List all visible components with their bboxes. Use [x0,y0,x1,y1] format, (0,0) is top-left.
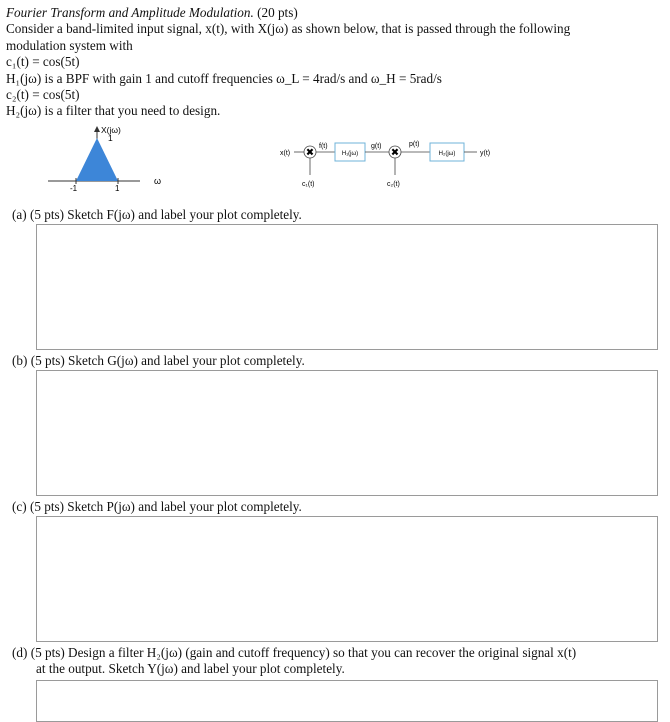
question-text-cont: at the output. Sketch Y(jω) and label your plot completely. [36,661,345,676]
problem-line: modulation system with [6,37,133,53]
multiply-icon-2: ✖ [390,147,400,159]
label-g: g(t) [371,143,382,150]
problem-title: Fourier Transform and Amplitude Modulation. [6,5,254,20]
label-f: f(t) [319,143,328,150]
question-text: (5 pts) Sketch F(jω) and label your plot completely. [29,207,302,222]
question-letter: (a) [12,207,27,222]
label-h1: H₁(jω) [341,151,359,157]
question-letter: (b) [12,353,28,368]
problem-statement [6,5,661,120]
problem-line: c₁(t) = cos(5t) [6,54,80,70]
label-h2: H₂(jω) [438,151,456,157]
spectrum-plot [40,124,180,194]
problem-line: H₂(jω) is a filter that you need to design. [6,103,221,119]
answer-box-d[interactable] [36,680,658,722]
block-diagram [275,130,535,194]
problem-line: Consider a band-limited input signal, x(t), with X(jω) as shown below, that is passed through the following [6,21,571,37]
problem-line: H₁(jω) is a BPF with gain 1 and cutoff frequencies ω_L = 4rad/s and ω_H = 5rad/s [6,70,442,86]
answer-box-b[interactable] [36,370,658,496]
question-c [12,499,302,515]
question-text: (5 pts) Sketch G(jω) and label your plot completely. [30,353,305,368]
question-letter: (c) [12,499,27,514]
problem-line: c₂(t) = cos(5t) [6,87,80,103]
label-x-input: x(t) [280,150,291,157]
spectrum-y-label: X(jω) [101,125,121,135]
question-letter: (d) [12,645,28,660]
question-text: (5 pts) Sketch P(jω) and label your plot completely. [29,499,302,514]
label-p: p(t) [409,141,420,148]
y-axis-arrow [94,126,100,132]
label-c2: c₂(t) [387,181,400,188]
spectrum-peak-label: 1 [108,133,113,143]
question-a [12,207,302,223]
question-d [12,645,576,677]
spectrum-tick-neg: -1 [70,184,78,193]
problem-header [6,5,661,21]
question-text: (5 pts) Design a filter H₂(jω) (gain and cutoff frequency) so that you can recover the original signal x(t) [30,645,577,660]
answer-box-c[interactable] [36,516,658,642]
question-b [12,353,305,369]
label-c1: c₁(t) [302,181,315,188]
label-y-output: y(t) [480,150,491,157]
spectrum-x-label: ω [154,176,162,186]
problem-points: (20 pts) [257,5,298,20]
multiply-icon-1: ✖ [305,147,315,159]
spectrum-tick-pos: 1 [115,184,120,193]
spectrum-triangle [76,138,118,181]
answer-box-a[interactable] [36,224,658,350]
